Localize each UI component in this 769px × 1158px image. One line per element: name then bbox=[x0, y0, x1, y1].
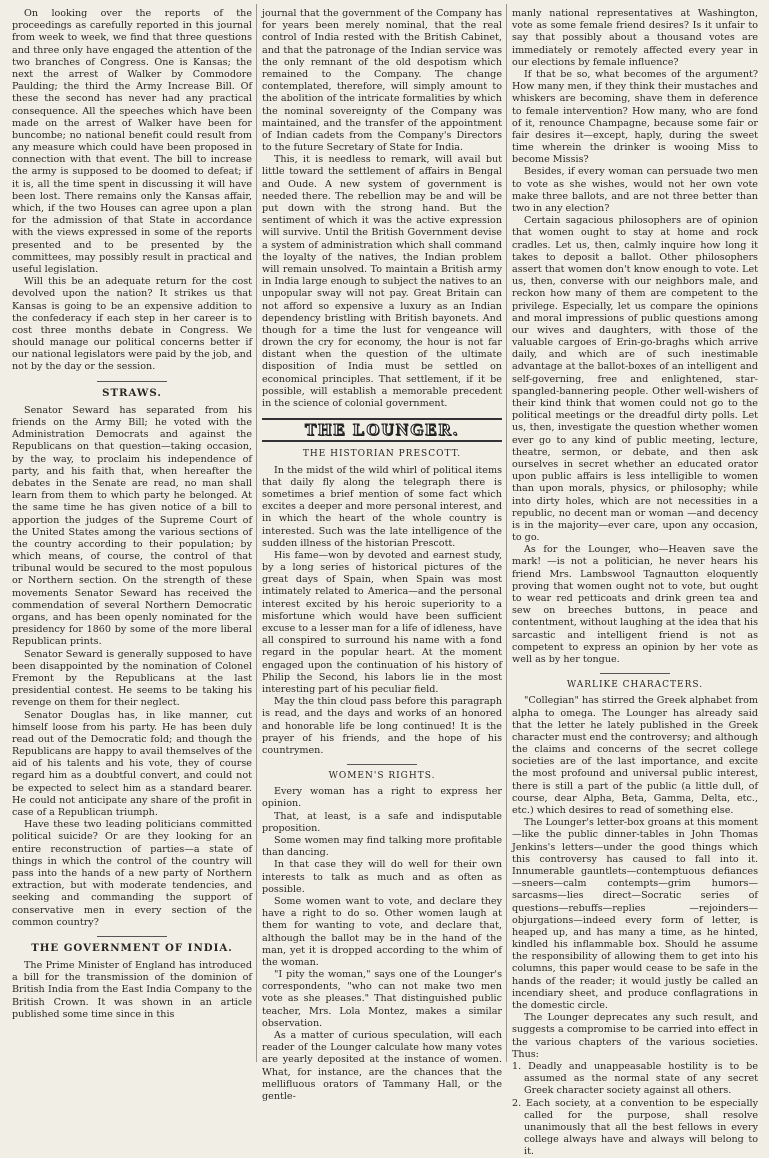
section-divider bbox=[97, 381, 167, 382]
prescott-paragraph: May the thin cloud pass before this paragraph is read, and the days and works of an honored and honorable life be long continued! It is the prayer of his friends, and the hope of his countrymen. bbox=[262, 696, 502, 757]
womens-paragraph: That, at least, is a safe and indisputable proposition. bbox=[262, 811, 502, 835]
womens-paragraph: In that case they will do well for their own interests to talk as much and as often as possible. bbox=[262, 859, 502, 896]
womens-rights-heading: WOMEN'S RIGHTS. bbox=[262, 770, 502, 782]
column-rule bbox=[256, 4, 257, 1062]
warlike-paragraph: The Lounger deprecates any such result, and suggests a compromise to be carried into effect in the various chapters of the various societies. Thus: bbox=[512, 1012, 758, 1061]
womens-paragraph: Some women may find talking more profitable than dancing. bbox=[262, 835, 502, 859]
straws-paragraph: Senator Douglas has, in like manner, cut himself loose from his party. He has been duly read out of the Democratic fold; and though the Republicans are happy to avail themselves of the aid of his talents and his vote, they of course regard him as a doubtful convert, and could not be expected to select him as a standard bearer. He could not anticipate any share of the profit in case of a Republican triumph. bbox=[12, 710, 252, 820]
india-paragraph: journal that the government of the Company has for years been merely nominal, that the real control of India rested with the British Cabinet, and that the patronage of the Indian service was the only remnant of the old despotism which remained to the Company. The change contemplated, therefore, will simply amount to the abolition of the intricate formalities by which the nominal sovereignty of the Company was maintained, and the transfer of the appointment of Indian cadets from the Company's Directors to the future Secretary of State for India. bbox=[262, 8, 502, 154]
column-3 bbox=[512, 8, 758, 1060]
section-divider bbox=[600, 673, 670, 674]
womens-paragraph: Some women want to vote, and declare they have a right to do so. Other women laugh at them for wanting to vote, and declare that, although the ballot may be in the hand of the man, yet it is dropped according to the whim of the woman. bbox=[262, 896, 502, 969]
prescott-paragraph: His fame—won by devoted and earnest study, by a long series of historical pictures of the great days of Spain, when Spain was most intimately related to America—and the personal interest excited by his heroic superiority to a misfortune which would have been sufficient excuse to a lesser man for a life of idleness, have all conspired to surround his name with a fond regard in the popular heart. At the moment engaged upon the continuation of his history of Philip the Second, his labors lie in the most interesting part of his peculiar field. bbox=[262, 550, 502, 696]
womens-paragraph: As for the Lounger, who—Heaven save the mark! —is not a politician, he never hears his friend Mrs. Lambswool Tagnautton eloquently proving that women ought not to vote, but ought to wear red petticoats and drink green tea and sew on breeches buttons, in peace and contentment, without laughing at the idea that his sarcastic and intelligent friend is not as competent to express an opinion by her vote as well as by her tongue. bbox=[512, 544, 758, 666]
straws-heading: STRAWS. bbox=[12, 387, 252, 399]
warlike-paragraph: The Lounger's letter-box groans at this moment —like the public dinner-tables in John Thomas Jenkins's letters—under the good things which this controversy has caused to fall into it. Innumerable gauntlets—contemptuous defiances—sneers—calm contempts—grim humors—sarcasms—lies direct—Socratic series of questions—rebuffs—replies —rejoinders—objurgations—indeed every form of letter, is heaped up, and has many a time, as he hinted, kindled his inflammable box. Should he assume the responsibility of allowing them to get into his columns, this paper would cease to be safe in the hands of the reader; it would justly be called an incendiary sheet, and produce conflagrations in the domestic circle. bbox=[512, 817, 758, 1012]
india-paragraph: The Prime Minister of England has introduced a bill for the transmission of the dominion of British India from the East India Company to the British Crown. It was shown in an article published some time since in this bbox=[12, 960, 252, 1021]
prescott-paragraph: In the midst of the wild whirl of political items that daily fly along the telegraph there is sometimes a brief mention of some fact which excites a deeper and more personal interest, and in which the heart of the whole country is interested. Such was the late intelligence of the sudden illness of the historian Prescott. bbox=[262, 465, 502, 550]
warlike-list-item: 1. Deadly and unappeasable hostility is to be assumed as the normal state of any secret Greek character society against all others. bbox=[512, 1061, 758, 1098]
section-divider bbox=[347, 764, 417, 765]
section-divider bbox=[97, 936, 167, 937]
column-1 bbox=[12, 8, 252, 1060]
editorial-paragraph: On looking over the reports of the proceedings as carefully reported in this journal from week to week, we find that three questions and three only have engaged the attention of the two branches of Congress. One is Kansas; the next the arrest of Walker by Commodore Paulding; the third the Army Increase Bill. Of these the second has never had any practical consequence. All the speeches which have been made on the arrest of Walker have been for buncombe; no national benefit could result from any measure which could have been proposed in connection with that event. The bill to increase the army is supposed to be doomed to defeat; if it is, all the time spent in discussing it will have been lost. There remains only the Kansas affair, which, if the two Houses can agree upon a plan for the admission of that State in accordance with the views expressed in some of the reports presented and to be presented by the committees, may possibly result in practical and useful legislation. bbox=[12, 8, 252, 276]
editorial-paragraph: Will this be an adequate return for the cost devolved upon the nation? It strikes us that Kansas is going to be an expensive addition to the confederacy if each step in her career is to cost three months debate in Congress. We should manage our political concerns better if our national legislators were paid by the job, and not by the day or the session. bbox=[12, 276, 252, 374]
womens-paragraph: Besides, if every woman can persuade two men to vote as she wishes, would not her own vote make three ballots, and are not three better than two in any election? bbox=[512, 166, 758, 215]
straws-paragraph: Senator Seward has separated from his friends on the Army Bill; he voted with the Administration Democrats and against the Republicans on that question—taking occasion, by the way, to proclaim his independence of party, and his faith that, when hereafter the debates in the Senate are read, no man shall learn from them to which party he belonged. At the same time he has given notice of a bill to apportion the judges of the Supreme Court of the United States among the various sections of the country according to their population; by which means, of course, the control of that tribunal would be secured to the most populous or Northern section. On the strength of these movements Senator Seward has received the commendation of several Northern Democratic organs, and has been openly nominated for the presidency for 1860 by some of the more liberal Republican prints. bbox=[12, 405, 252, 649]
column-2 bbox=[262, 8, 502, 1060]
warlike-list-item: 2. Each society, at a convention to be especially called for the purpose, shall resolve unanimously that all the best fellows in every college always have and always will belong to it. bbox=[512, 1098, 758, 1158]
womens-paragraph: "I pity the woman," says one of the Lounger's correspondents, "who can not make two men vote as she pleases." That distinguished public teacher, Mrs. Lola Montez, makes a similar observation. bbox=[262, 969, 502, 1030]
womens-paragraph: manly national representatives at Washington, vote as some female friend desires? Is it unfair to say that possibly about a thousand votes are immediately or remotely affected every year in our elections by female influence? bbox=[512, 8, 758, 69]
india-paragraph: This, it is needless to remark, will avail but little toward the settlement of affairs in Bengal and Oude. A new system of government is needed there. The rebellion may be and will be put down with the strong hand. But the sentiment of which it was the active expression will survive. Until the British Government devise a system of administration which shall command the loyalty of the natives, the Indian problem will remain unsolved. To maintain a British army in India large enough to subject the natives to an unpopular sway will not pay. Great Britain can not afford so expensive a luxury as an Indian dependency bristling with British bayonets. And though for a time the lust for vengeance will drown the cry for economy, the hour is not far distant when the question of the ultimate disposition of India must be settled on economical principles. That settlement, if it be possible, will establish a memorable precedent in the science of colonial government. bbox=[262, 154, 502, 410]
womens-paragraph: Every woman has a right to express her opinion. bbox=[262, 786, 502, 810]
womens-paragraph: If that be so, what becomes of the argument? How many men, if they think their mustaches and whiskers are becoming, shave them in deference to female intervention? How many, who are fond of it, renounce Champagne, because some fair or fair desires it—except, haply, during the sweet time wherein the drinker is wooing Miss to become Missis? bbox=[512, 69, 758, 167]
lounger-masthead: THE LOUNGER. bbox=[262, 418, 502, 442]
warlike-paragraph: "Collegian" has stirred the Greek alphabet from alpha to omega. The Lounger has already said that the letter he lately published in the Greek character must end the controversy; and although the claims and concerns of the secret college societies are of the last importance, and excite the most profound and universal public interest, there is still a part of the public (a little dull, of course, dear Alpha, Beta, Gamma, Delta, etc., etc.) which desires to read of something else. bbox=[512, 695, 758, 817]
prescott-heading: THE HISTORIAN PRESCOTT. bbox=[262, 448, 502, 460]
warlike-heading: WARLIKE CHARACTERS. bbox=[512, 679, 758, 691]
india-heading: THE GOVERNMENT OF INDIA. bbox=[12, 942, 252, 954]
straws-paragraph: Have these two leading politicians committed political suicide? Or are they looking for an entire reconstruction of parties—a state of things in which the control of the country will pass into the hands of a new party of Northern extraction, but with moderate tendencies, and seeking and commanding the support of conservative men in every section of the common country? bbox=[12, 819, 252, 929]
womens-paragraph: As a matter of curious speculation, will each reader of the Lounger calculate how many votes are yearly deposited at the instance of women. What, for instance, are the chances that the mellifluous orators of Tammany Hall, or the gentle- bbox=[262, 1030, 502, 1103]
straws-paragraph: Senator Seward is generally supposed to have been disappointed by the nomination of Colonel Fremont by the Republicans at the last presidential contest. He seems to be taking his revenge on them for their neglect. bbox=[12, 649, 252, 710]
womens-paragraph: Certain sagacious philosophers are of opinion that women ought to stay at home and rock cradles. Let us, then, calmly inquire how long it takes to deposit a ballot. Other philosophers assert that women don't know enough to vote. Let us, then, converse with our neighbors male, and reckon how many of them are competent to the privilege. Especially, let us compare the opinions and moral impressions of public questions among our wives and daughters, with those of the valuable cargoes of Erin-go-braghs which arrive daily, and which are of such inestimable advantage at the ballot-boxes of an intelligent and self-governing, free and enlightened, star-spangled-bannering people. Other well-wishers of their kind think that women could not go to the political meetings or the dreadful dirty polls. Let us, then, investigate the question whether women ever go to any kind of public meeting, lecture, theatre, sermon, or debate, and then ask ourselves in secret whether an educated orator upon public affairs is less intelligible to women than upon morals, physics, or philosophy; while into dirty holes, which are not necessities in a republic, no decent man or woman —and decency is in the majority—ever care, upon any occasion, to go. bbox=[512, 215, 758, 544]
column-rule bbox=[506, 4, 507, 1062]
